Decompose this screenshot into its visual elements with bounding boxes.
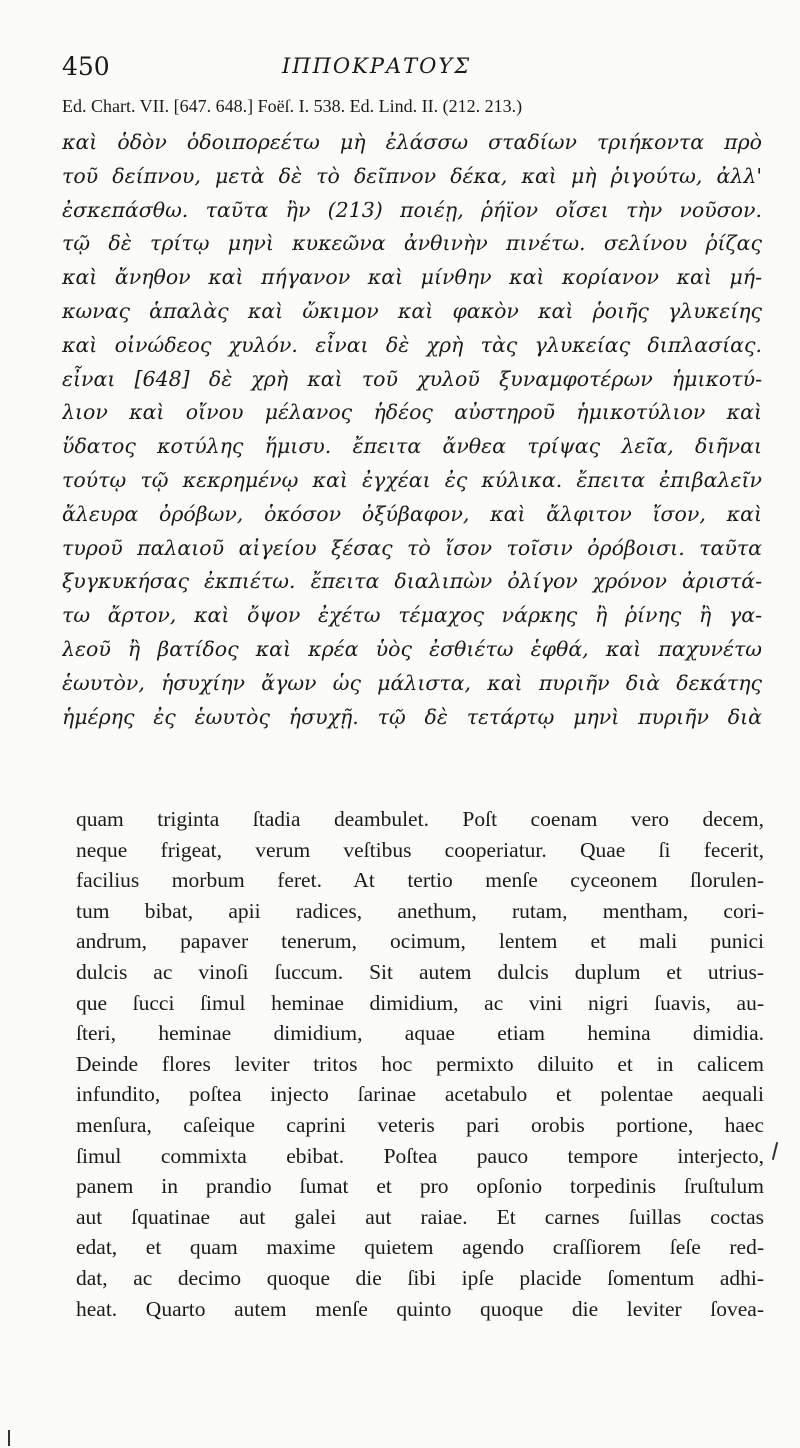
greek-line: ξυγκυκήσας ἐκπιέτω. ἔπειτα διαλιπὼν ὀλίγον χρόνον ἀριστά- (62, 569, 762, 594)
page-header (62, 52, 762, 92)
greek-line: ἐσκεπάσθω. ταῦτα ἢν (213) ποιέῃ, ῥήϊον οἴσει τὴν νοῦσον. (62, 197, 762, 222)
latin-line: facilius morbum feret. At tertio menſe cyceonem ſlorulen- (76, 868, 764, 893)
greek-line: εἶναι [648] δὲ χρὴ καὶ τοῦ χυλοῦ ξυναμφοτέρων ἡμικοτύ- (62, 366, 762, 391)
latin-line: panem in prandio ſumat et pro opſonio torpedinis ſruſtulum (76, 1174, 764, 1199)
greek-line: τούτῳ τῷ κεκρημένῳ καὶ ἐγχέαι ἐς κύλικα. ἔπειτα ἐπιβαλεῖν (62, 467, 762, 492)
greek-line: λιον καὶ οἴνου μέλανος ἡδέος αὐστηροῦ ἡμικοτύλιον καὶ (62, 400, 762, 425)
greek-text-block (62, 126, 762, 734)
latin-line: neque frigeat, verum veſtibus cooperiatur. Quae ſi fecerit, (76, 837, 764, 862)
greek-line: τυροῦ παλαιοῦ αἰγείου ξέσας τὸ ἴσον τοῖσιν ὀρόβοισι. ταῦτα (62, 535, 762, 560)
greek-line: τοῦ δείπνου, μετὰ δὲ τὸ δεῖπνον δέκα, καὶ μὴ ῥιγούτω, ἀλλ' (62, 163, 762, 188)
latin-line: aut ſquatinae aut galei aut raiae. Et carnes ſuillas coctas (76, 1204, 764, 1229)
latin-line: ſimul commixta ebibat. Poſtea pauco tempore interjecto, (76, 1143, 764, 1168)
greek-line: ὕδατος κοτύλης ἥμισυ. ἔπειτα ἄνθεα τρίψας λεῖα, διῆναι (62, 434, 762, 459)
latin-line: andrum, papaver tenerum, ocimum, lentem et mali punici (76, 929, 764, 954)
latin-line: que ſucci ſimul heminae dimidium, ac vini nigri ſuavis, au- (76, 990, 764, 1015)
greek-line: ἡμέρης ἐς ἑωυτὸς ἡσυχῇ. τῷ δὲ τετάρτῳ μηνὶ πυριῆν διὰ (62, 704, 762, 729)
greek-line: ἄλευρα ὀρόβων, ὁκόσον ὀξύβαφον, καὶ ἄλφιτον ἴσον, καὶ (62, 501, 762, 526)
latin-text-block (76, 804, 764, 1324)
greek-line: κωνας ἁπαλὰς καὶ ὤκιμον καὶ φακὸν καὶ ῥοιῆς γλυκείης (62, 298, 762, 323)
latin-line: edat, et quam maxime quietem agendo craſſiorem ſeſe red- (76, 1235, 764, 1260)
edition-reference: Ed. Chart. VII. [647. 648.] Foëſ. I. 538. Ed. Lind. II. (212. 213.) (62, 96, 523, 116)
page-number: 450 (62, 52, 110, 81)
greek-line: λεοῦ ἢ βατίδος καὶ κρέα ὑὸς ἐσθιέτω ἑφθά, καὶ παχυνέτω (62, 636, 762, 661)
latin-line: tum bibat, apii radices, anethum, rutam, mentham, cori- (76, 898, 764, 923)
margin-mark (772, 1142, 778, 1160)
latin-line: menſura, caſeique caprini veteris pari orobis portione, haec (76, 1112, 764, 1137)
greek-line: καὶ ὁδὸν ὁδοιπορεέτω μὴ ἐλάσσω σταδίων τριήκοντα πρὸ (62, 130, 762, 154)
greek-line: τῷ δὲ τρίτῳ μηνὶ κυκεῶνα ἀνθινὴν πινέτω. σελίνου ῥίζας (62, 231, 762, 256)
latin-line: quam triginta ſtadia deambulet. Poſt coenam vero decem, (76, 807, 764, 831)
greek-line: καὶ ἄνηθον καὶ πήγανον καὶ μίνθην καὶ κορίανον καὶ μή- (62, 265, 762, 290)
greek-line: καὶ οἰνώδεος χυλόν. εἶναι δὲ χρὴ τὰς γλυκείας διπλασίας. (62, 332, 762, 357)
latin-line: dat, ac decimo quoque die ſibi ipſe placide ſomentum adhi- (76, 1265, 764, 1290)
running-title: ΙΠΠΟΚΡΑΤΟΥΣ (282, 54, 472, 78)
greek-line: τω ἄρτον, καὶ ὄψον ἐχέτω τέμαχος νάρκης ἢ ῥίνης ἢ γα- (62, 603, 762, 628)
latin-line: dulcis ac vinoſi ſuccum. Sit autem dulcis duplum et utrius- (76, 959, 764, 984)
latin-line: infundito, poſtea injecto ſarinae acetabulo et polentae aequali (76, 1082, 764, 1107)
latin-line: ſteri, heminae dimidium, aquae etiam hemina dimidia. (76, 1021, 764, 1046)
latin-line: Deinde flores leviter tritos hoc permixto diluito et in calicem (76, 1051, 764, 1076)
latin-line: heat. Quarto autem menſe quinto quoque die leviter ſovea- (76, 1296, 764, 1321)
edge-mark (8, 1430, 10, 1446)
greek-line: ἑωυτὸν, ἡσυχίην ἄγων ὡς μάλιστα, καὶ πυριῆν διὰ δεκάτης (62, 670, 762, 695)
